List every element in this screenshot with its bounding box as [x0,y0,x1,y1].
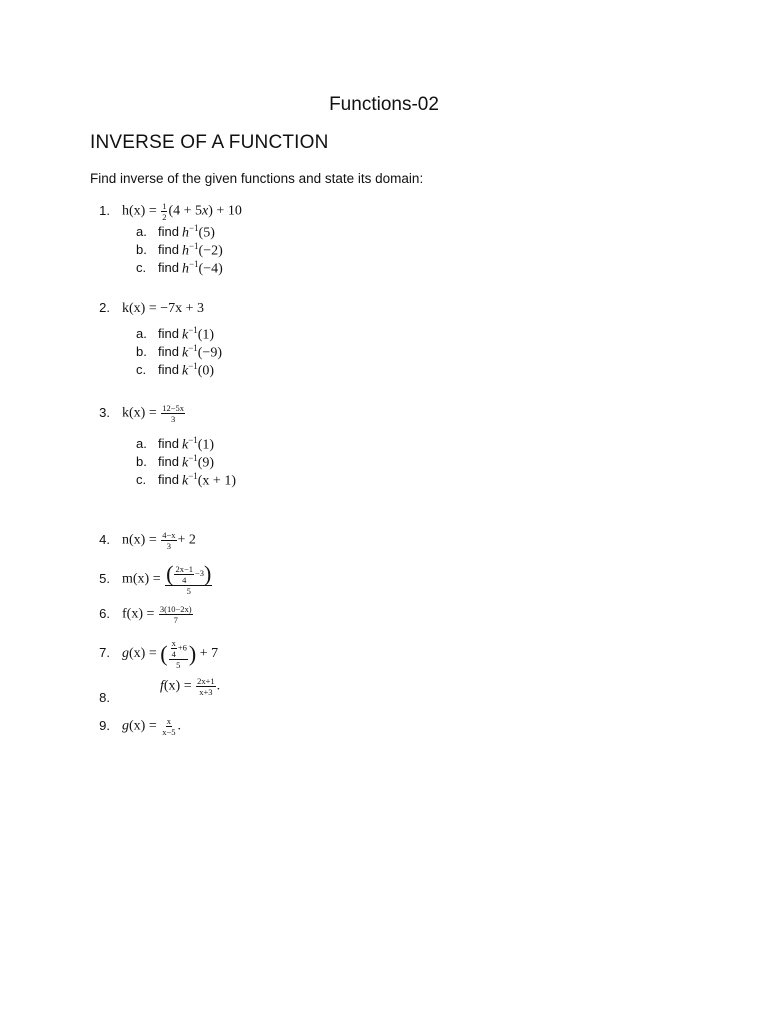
question-3b: b. find $k^{-1}(9)$ [136,453,215,471]
fraction: ( $\frac{2x-1}{4}$ −3) 5 [166,561,212,596]
question-1: 1. h(x) = $\frac{1}{2}$ (4 + 5x) + 10 [99,201,242,222]
inner-fraction: $\frac{x}{4}$ [171,638,176,659]
question-7: 7. g(x) = ( $\frac{x}{4}$ +6 5 ) + 7 [99,638,219,670]
section-heading: INVERSE OF A FUNCTION [90,132,329,153]
question-3c: c. find $k^{-1}(x + 1)$ [136,471,236,489]
question-6: 6. f(x) = $\frac{3(10-2x)}{7}$ [99,604,192,625]
fraction: $\frac{12-5x}{3}$ [162,403,185,424]
question-2a: a. find $k^{-1}(1)$ [136,325,215,343]
fraction: $\frac{4-x}{3}$ [162,530,176,551]
inner-fraction: $\frac{2x-1}{4}$ [175,563,193,585]
question-3a: a. find $k^{-1}(1)$ [136,435,215,453]
fraction: $\frac{1}{2}$ [162,201,167,222]
question-5: 5. m(x) = ( $\frac{2x-1}{4}$ −3) 5 [99,561,212,596]
question-9: 9. g(x) = $\frac{x}{x-5}$ . [99,716,182,737]
instruction-text: Find inverse of the given functions and state its domain: [90,171,424,186]
question-2b: b. find $k^{-1}(-9)$ [136,343,222,361]
question-1a: a. find $h^{-1}(5)$ [136,223,215,241]
question-4: 4. n(x) = $\frac{4-x}{3}$ + 2 [99,530,196,551]
document-title: Functions-02 [329,94,439,115]
fraction: $\frac{3(10-2x)}{7}$ [159,604,192,625]
fraction: $\frac{x}{x-5}$ [162,716,176,737]
question-2c: c. find $k^{-1}(0)$ [136,361,215,379]
question-1c: c. find $h^{-1}(-4)$ [136,259,223,277]
fraction: $\frac{2x+1}{x+3}$ [197,676,215,697]
question-2: 2. k(x) = −7x + 3 [99,300,205,316]
question-8-number: 8. [99,690,110,705]
fraction: $\frac{x}{4}$ +6 5 [169,638,188,670]
question-8: f(x) = $\frac{2x+1}{x+3}$ . [160,676,221,697]
question-1b: b. find $h^{-1}(-2)$ [136,241,223,259]
question-3: 3. k(x) = $\frac{12-5x}{3}$ [99,403,185,424]
